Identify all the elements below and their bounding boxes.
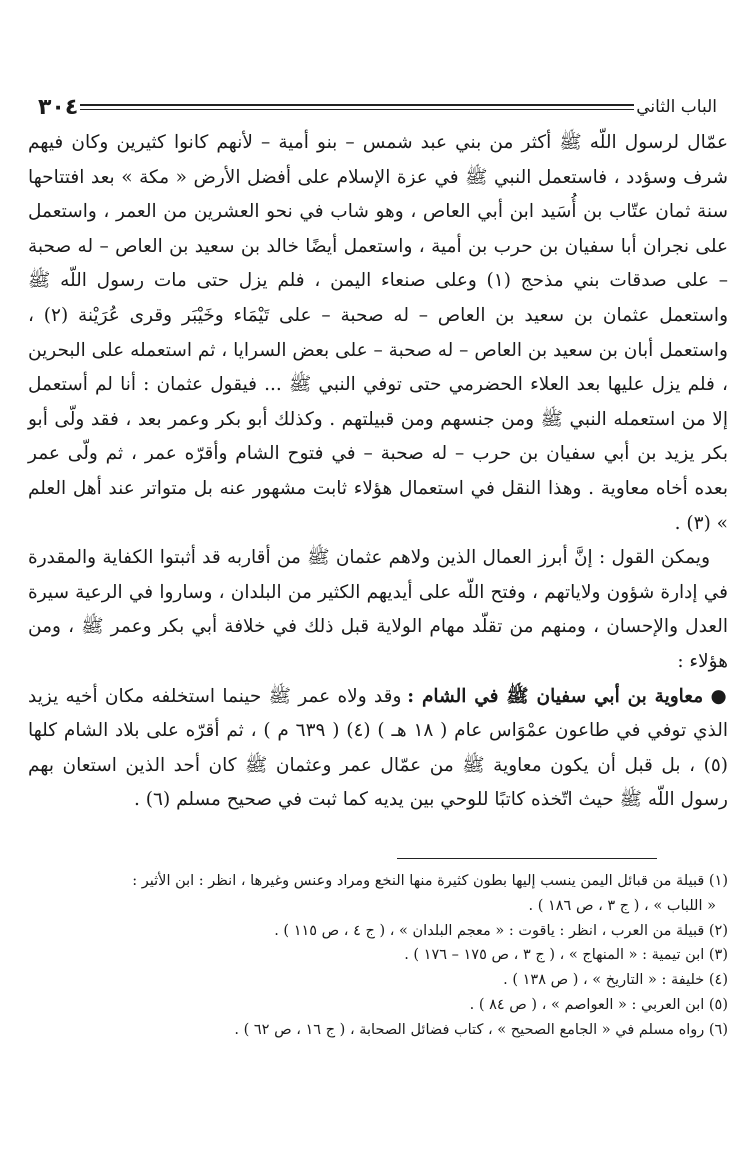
footnote-6: (٦) رواه مسلم في « الجامع الصحيح » ، كتاب فضائل الصحابة ، ( ج ١٦ ، ص ٦٢ ) . [234,1021,728,1038]
footnote-1: (١) قبيلة من قبائل اليمن ينسب إليها بطون كثيرة منها النخع ومراد وعنس وغيرها ، انظر : ابن الأثير : [132,873,728,889]
main-text [28,126,728,818]
footnotes [32,869,728,1043]
header-rule [80,104,634,110]
footnote-1-continued: « اللباب » ، ( ج ٣ ، ص ١٨٦ ) . [528,897,716,914]
footnote-4: (٤) خليفة : « التاريخ » ، ( ص ١٣٨ ) . [503,972,728,989]
chapter-title: الباب الثاني [636,97,717,117]
footnote-5: (٥) ابن العربي : « العواصم » ، ( ص ٨٤ ) . [469,996,728,1013]
paragraph-3 [28,680,728,818]
page-number: ٣٠٤ [38,94,79,120]
paragraph-2: ويمكن القول : إنَّ أبرز العمال الذين ولاهم عثمان ﷺ من أقاربه قد أثبتوا الكفاية والمقدرة في إدارة شؤون ولاياتهم ، وفتح اللّه على أيديهم الكثير من البلدان ، وساروا في الرعية سيرة العدل والإحسان ، ومنهم من تقلّد مهام الولاية قبل ذلك في خلافة أبي بكر وعمر ﷺ ، ومن هؤلاء : [28,547,728,672]
running-header [30,92,725,122]
section-heading-muawiya: معاوية بن أبي سفيان ﷺ في الشام : [407,685,704,707]
footnote-2: (٢) قبيلة من العرب ، انظر : ياقوت : « معجم البلدان » ، ( ج ٤ ، ص ١١٥ ) . [274,922,728,939]
bullet-marker: ● [710,685,728,707]
paragraph-1: عمّال لرسول اللّه ﷺ أكثر من بني عبد شمس – بنو أمية – لأنهم كانوا كثيرين وكان فيهم شرف وسؤدد ، فاستعمل النبي ﷺ في عزة الإسلام على أفضل الأرض « مكة » بعد افتتاحها سنة ثمان عتّاب بن أُسَيد ابن أبي العاص ، وهو شاب في نحو العشرين من العمر ، واستعمل على نجران أبا سفيان بن حرب بن أمية ، واستعمل أيضًا خالد بن سعيد بن العاص – له صحبة – على صدقات بني مذحج (١) وعلى صنعاء اليمن ، فلم يزل حتى مات رسول اللّه ﷺ واستعمل عثمان بن سعيد بن العاص – له صحبة – على تَيْمَاء وخَيْبَر وقرى عُرَيْنة (٢) ، واستعمل أبان بن سعيد بن العاص – له صحبة – على بعض السرايا ، ثم استعمله على البحرين ، فلم يزل عليها بعد العلاء الحضرمي حتى توفي النبي ﷺ ... فيقول عثمان : أنا لم أستعمل إلا من استعمله النبي ﷺ ومن جنسهم ومن قبيلتهم . وكذلك أبو بكر وعمر بعد ، فقد ولّى أبو بكر يزيد بن أبي سفيان بن حرب – له صحبة – في فتوح الشام وأقرّه عمر ، ثم ولّى عمر بعده أخاه معاوية . وهذا النقل في استعمال هؤلاء ثابت مشهور عنه بل متواتر عند أهل العلم » (٣) . [28,132,729,534]
footnote-3: (٣) ابن تيمية : « المنهاج » ، ( ج ٣ ، ص ١٧٥ – ١٧٦ ) . [404,947,728,964]
footnote-divider [397,858,657,859]
paragraph-3-text: وقد ولاه عمر ﷺ حينما استخلفه مكان أخيه يزيد الذي توفي في طاعون عمْوَاس عام ( ١٨ هـ ) (٤) ( ٦٣٩ م ) ، ثم أقرّه على بلاد الشام كلها (٥) ، بل قبل أن يكون معاوية ﷺ من عمّال عمر وعثمان ﷺ كان أحد الذين استعان بهم رسول اللّه ﷺ حيث اتّخذه كاتبًا للوحي بين يديه كما ثبت في صحيح مسلم (٦) . [28,685,728,811]
